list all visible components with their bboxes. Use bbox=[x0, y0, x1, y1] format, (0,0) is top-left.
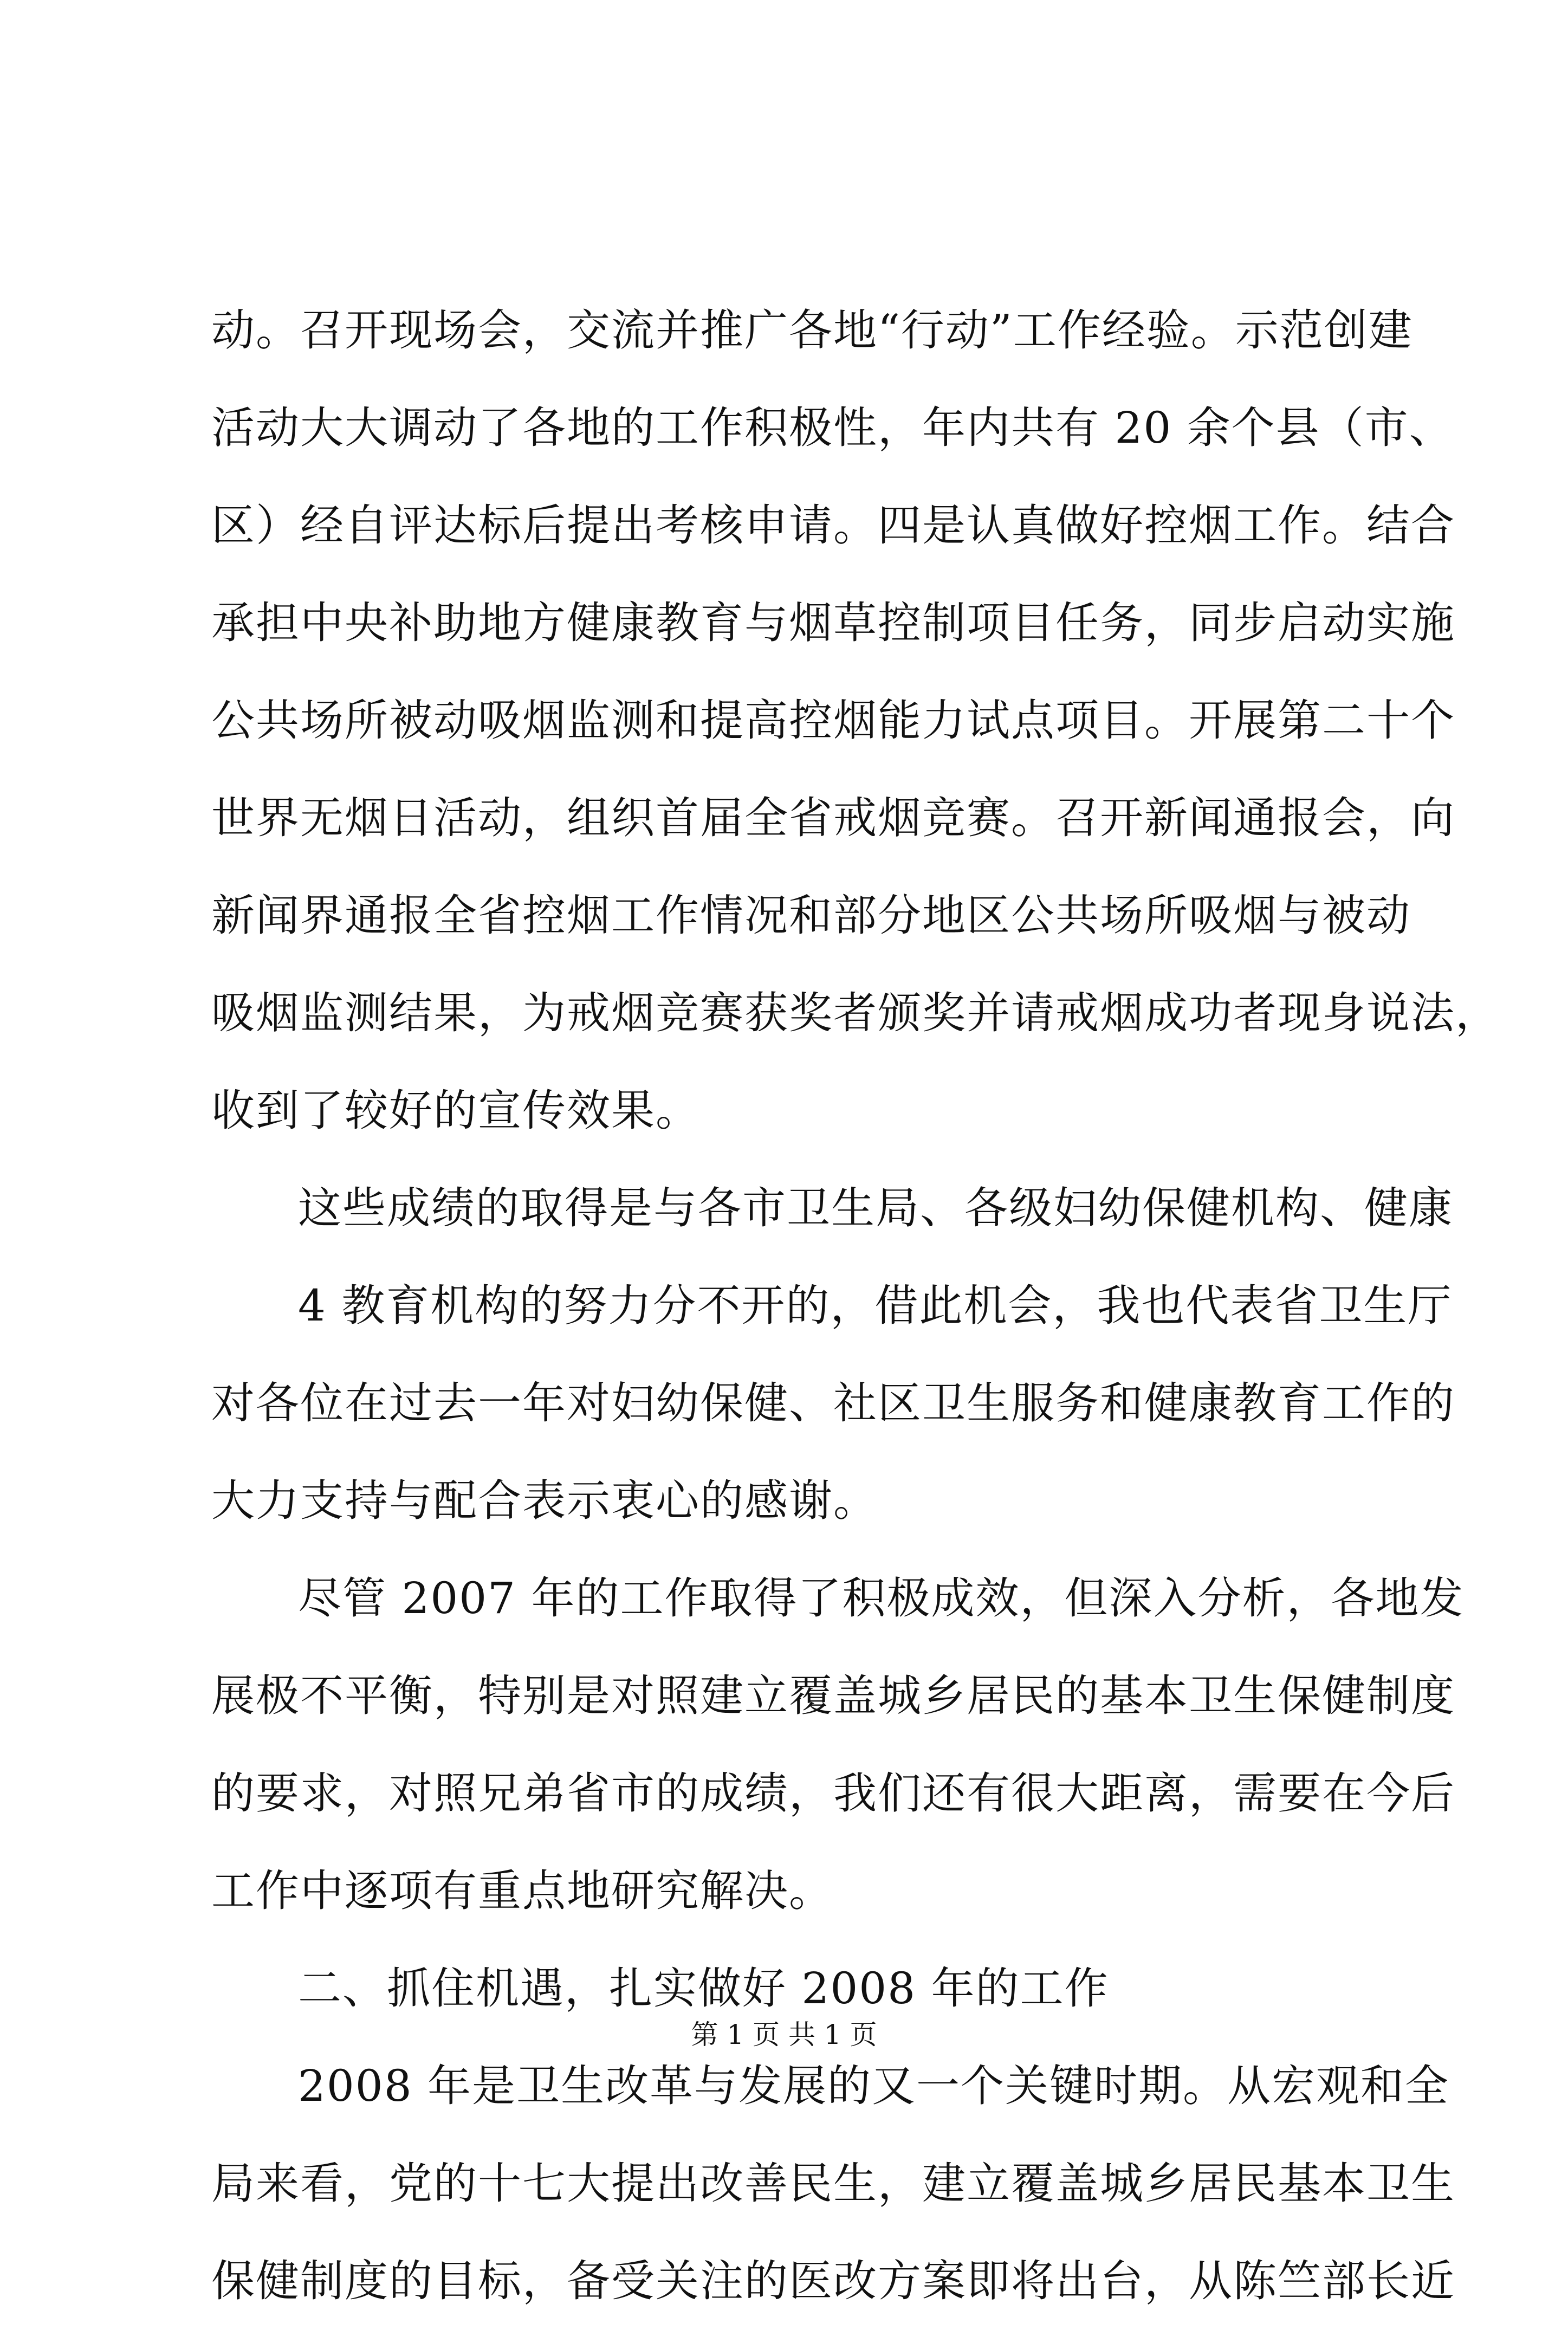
page-footer: 第 1 页 共 1 页 bbox=[691, 2019, 877, 2050]
text-line: 4 教育机构的努力分不开的，借此机会，我也代表省卫生厅 bbox=[298, 1280, 1453, 1331]
text-line: 对各位在过去一年对妇幼保健、社区卫生服务和健康教育工作的 bbox=[211, 1378, 1455, 1428]
text-line: 吸烟监测结果，为戒烟竞赛获奖者颁奖并请戒烟成功者现身说法， bbox=[211, 988, 1500, 1038]
text-line: 的要求，对照兄弟省市的成绩，我们还有很大距离，需要在今后 bbox=[211, 1768, 1455, 1818]
paragraph-first-line: 尽管 2007 年的工作取得了积极成效，但深入分析，各地发 bbox=[298, 1573, 1465, 1623]
text-line: 承担中央补助地方健康教育与烟草控制项目任务，同步启动实施 bbox=[211, 598, 1455, 648]
text-line: 工作中逐项有重点地研究解决。 bbox=[211, 1866, 833, 1916]
text-line: 保健制度的目标，备受关注的医改方案即将出台，从陈竺部长近 bbox=[211, 2256, 1455, 2306]
text-line: 展极不平衡，特别是对照建立覆盖城乡居民的基本卫生保健制度 bbox=[211, 1671, 1455, 1721]
text-line: 新闻界通报全省控烟工作情况和部分地区公共场所吸烟与被动 bbox=[211, 890, 1411, 941]
paragraph-first-line: 2008 年是卫生改革与发展的又一个关键时期。从宏观和全 bbox=[298, 2061, 1450, 2111]
text-line: 公共场所被动吸烟监测和提高控烟能力试点项目。开展第二十个 bbox=[211, 695, 1455, 746]
text-line: 动。召开现场会，交流并推广各地“行动”工作经验。示范创建 bbox=[211, 305, 1413, 355]
text-line: 区）经自评达标后提出考核申请。四是认真做好控烟工作。结合 bbox=[211, 500, 1455, 551]
paragraph-first-line: 这些成绩的取得是与各市卫生局、各级妇幼保健机构、健康 bbox=[298, 1183, 1453, 1233]
text-line: 世界无烟日活动，组织首届全省戒烟竞赛。召开新闻通报会，向 bbox=[211, 793, 1455, 843]
text-line: 收到了较好的宣传效果。 bbox=[211, 1085, 700, 1136]
text-line: 局来看，党的十七大提出改善民生，建立覆盖城乡居民基本卫生 bbox=[211, 2158, 1455, 2209]
section-heading: 二、抓住机遇，扎实做好 2008 年的工作 bbox=[298, 1963, 1109, 2014]
text-line: 大力支持与配合表示衷心的感谢。 bbox=[211, 1475, 878, 1526]
text-line: 活动大大调动了各地的工作积极性，年内共有 20 余个县（市、 bbox=[211, 403, 1454, 453]
